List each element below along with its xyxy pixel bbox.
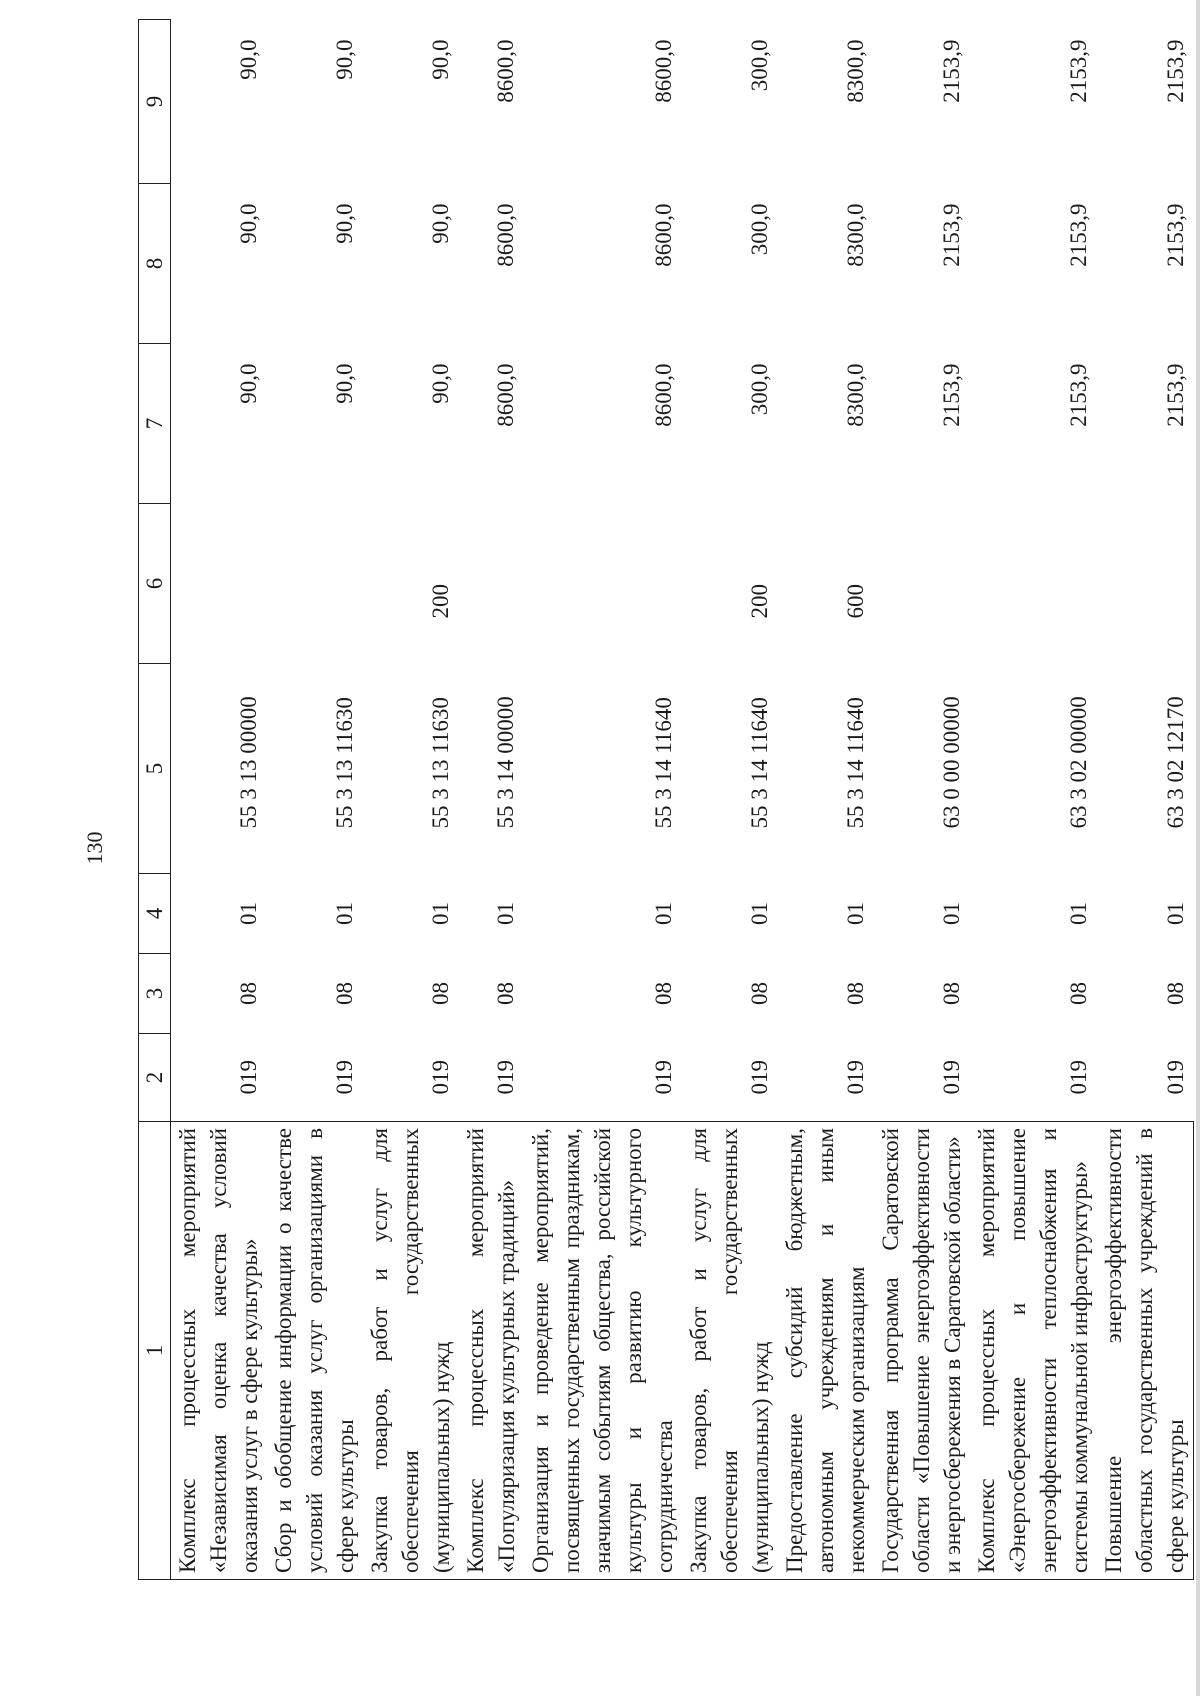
subsection-code: 01	[428, 902, 453, 925]
amount-year-2: 90,0	[428, 203, 453, 244]
amount-year-1: 2153,9	[1066, 363, 1091, 427]
grbs-code: 019	[236, 1060, 261, 1095]
amount-year-2: 2153,9	[1066, 203, 1091, 267]
column-header-1: 1	[139, 1122, 171, 1580]
amount-year-2: 8600,0	[651, 203, 676, 267]
table-row	[778, 20, 874, 1580]
section-code: 08	[236, 982, 261, 1005]
target-item-code: 55 3 13 11630	[428, 697, 453, 829]
target-item-code: 63 3 02 00000	[1066, 696, 1091, 829]
subsection-code: 01	[747, 902, 772, 925]
column-header-3: 3	[139, 954, 171, 1034]
amount-year-2: 8600,0	[493, 203, 518, 267]
amount-year-3: 90,0	[332, 39, 357, 80]
amount-year-1: 90,0	[236, 363, 261, 404]
grbs-code: 019	[493, 1060, 518, 1095]
grbs-code: 019	[651, 1060, 676, 1095]
page-number: 130	[82, 831, 107, 865]
target-item-code: 55 3 14 11640	[843, 697, 868, 829]
amount-year-3: 2153,9	[1066, 39, 1091, 103]
amount-year-1: 300,0	[747, 363, 772, 416]
row-name: Организация и проведение мероприятий, посвященных государственным праздникам, значимым событиям общества, российской культуры и развитию культурного сотрудничества	[524, 1122, 682, 1580]
column-header-4: 4	[139, 874, 171, 954]
section-code: 08	[493, 982, 518, 1005]
subsection-code: 01	[939, 902, 964, 925]
amount-year-2: 2153,9	[939, 203, 964, 267]
grbs-code: 019	[1162, 1060, 1188, 1095]
amount-year-3: 90,0	[236, 39, 261, 80]
subsection-code: 01	[1066, 902, 1091, 925]
amount-year-3: 8600,0	[651, 39, 676, 103]
amount-year-3: 8300,0	[843, 39, 868, 103]
subsection-code: 01	[843, 902, 868, 925]
expense-type-code	[1097, 504, 1194, 664]
amount-year-2: 300,0	[747, 203, 772, 256]
section-code: 08	[1162, 982, 1188, 1005]
section-code: 08	[747, 982, 772, 1005]
table-row	[874, 20, 970, 1580]
amount-year-2: 90,0	[332, 203, 357, 244]
subsection-code: 01	[236, 902, 261, 925]
row-name: Комплекс процессных мероприятий «Независимая оценка качества условий оказания услуг в сфере культуры»	[171, 1122, 268, 1580]
expense-type-code	[267, 504, 363, 664]
budget-table	[138, 19, 1194, 1580]
column-header-7: 7	[139, 344, 171, 504]
row-name: Повышение энергоэффективности областных государственных учреждений в сфере культуры	[1097, 1122, 1194, 1580]
expense-type-code	[524, 504, 682, 664]
section-code: 08	[1066, 982, 1091, 1005]
table-row	[682, 20, 778, 1580]
subsection-code: 01	[651, 902, 676, 925]
column-header-6: 6	[139, 504, 171, 664]
subsection-code: 01	[493, 902, 518, 925]
subsection-code: 01	[332, 902, 357, 925]
subsection-code: 01	[1162, 902, 1188, 925]
table-row	[1097, 20, 1194, 1580]
amount-year-3: 2153,9	[939, 39, 964, 103]
table-header	[139, 20, 171, 1580]
expense-type-code: 200	[747, 584, 772, 619]
grbs-code: 019	[939, 1060, 964, 1095]
amount-year-1: 8600,0	[493, 363, 518, 427]
section-code: 08	[843, 982, 868, 1005]
table-row	[363, 20, 459, 1580]
row-name: Закупка товаров, работ и услуг для обеспечения государственных (муниципальных) нужд	[363, 1122, 459, 1580]
row-name: Сбор и обобщение информации о качестве условий оказания услуг организациями в сфере культуры	[267, 1122, 363, 1580]
amount-year-2: 2153,9	[1162, 203, 1188, 267]
table-body	[171, 20, 1194, 1580]
table-row	[171, 20, 268, 1580]
row-name: Закупка товаров, работ и услуг для обеспечения государственных (муниципальных) нужд	[682, 1122, 778, 1580]
section-code: 08	[332, 982, 357, 1005]
amount-year-2: 8300,0	[843, 203, 868, 267]
table-row	[459, 20, 524, 1580]
table-row	[267, 20, 363, 1580]
table-row	[970, 20, 1097, 1580]
column-header-9: 9	[139, 20, 171, 184]
grbs-code: 019	[747, 1060, 772, 1095]
column-header-2: 2	[139, 1034, 171, 1122]
amount-year-1: 90,0	[428, 363, 453, 404]
target-item-code: 63 3 02 12170	[1162, 696, 1188, 829]
column-header-5: 5	[139, 664, 171, 874]
grbs-code: 019	[843, 1060, 868, 1095]
row-name: Комплекс процессных мероприятий «Энергосбережение и повышение энергоэффективности теплоснабжения и системы коммунальной инфраструктуры»	[970, 1122, 1097, 1580]
amount-year-1: 90,0	[332, 363, 357, 404]
table-row	[524, 20, 682, 1580]
target-item-code: 55 3 14 11640	[651, 697, 676, 829]
target-item-code: 55 3 13 00000	[236, 696, 261, 829]
header-row	[139, 20, 171, 1580]
row-name: Комплекс процессных мероприятий «Популяризация культурных традиций»	[459, 1122, 524, 1580]
amount-year-1: 2153,9	[939, 363, 964, 427]
expense-type-code: 600	[843, 584, 868, 619]
amount-year-3: 2153,9	[1162, 39, 1188, 103]
grbs-code: 019	[428, 1060, 453, 1095]
section-code: 08	[428, 982, 453, 1005]
expense-type-code: 200	[428, 584, 453, 619]
amount-year-2: 90,0	[236, 203, 261, 244]
section-code: 08	[939, 982, 964, 1005]
column-header-8: 8	[139, 184, 171, 344]
amount-year-3: 300,0	[747, 39, 772, 92]
section-code: 08	[651, 982, 676, 1005]
expense-type-code	[970, 504, 1097, 664]
row-name: Государственная программа Саратовской области «Повышение энергоэффективности и энергосбережения в Саратовской области»	[874, 1122, 970, 1580]
target-item-code: 55 3 13 11630	[332, 697, 357, 829]
expense-type-code	[171, 504, 268, 664]
row-name: Предоставление субсидий бюджетным, автономным учреждениям и иным некоммерческим организациям	[778, 1122, 874, 1580]
target-item-code: 55 3 14 00000	[493, 696, 518, 829]
grbs-code: 019	[332, 1060, 357, 1095]
amount-year-1: 2153,9	[1162, 363, 1188, 427]
expense-type-code	[874, 504, 970, 664]
expense-type-code	[459, 504, 524, 664]
target-item-code: 63 0 00 00000	[939, 696, 964, 829]
amount-year-3: 90,0	[428, 39, 453, 80]
amount-year-1: 8300,0	[843, 363, 868, 427]
amount-year-3: 8600,0	[493, 39, 518, 103]
grbs-code: 019	[1066, 1060, 1091, 1095]
target-item-code: 55 3 14 11640	[747, 697, 772, 829]
amount-year-1: 8600,0	[651, 363, 676, 427]
